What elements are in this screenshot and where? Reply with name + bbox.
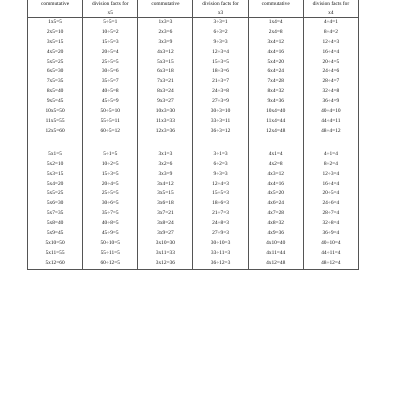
multiplication-fact: 3x9=27: [138, 229, 193, 239]
division-fact: 40÷8=5: [83, 219, 138, 229]
division-fact: 18÷6=3: [193, 199, 248, 209]
multiplication-fact: 3x3=9: [138, 38, 193, 48]
division-fact: 55÷11=5: [83, 249, 138, 259]
multiplication-fact: 1x5=5: [28, 17, 83, 27]
division-fact: 36÷4=9: [303, 97, 358, 107]
multiplication-fact: 3x2=6: [138, 160, 193, 170]
multiplication-fact: 11x3=33: [138, 117, 193, 127]
multiplication-fact: 4x4=16: [248, 48, 303, 58]
table-row: [28, 17, 359, 27]
facts-table-body: [28, 0, 359, 269]
multiplication-fact: 6x4=24: [248, 67, 303, 77]
division-fact: 3÷3=1: [193, 17, 248, 27]
division-fact: 6÷2=3: [193, 160, 248, 170]
division-fact: 20÷4=5: [83, 180, 138, 190]
table-row: [28, 48, 359, 58]
multiplication-fact: 12x5=60: [28, 127, 83, 137]
division-fact: 30÷5=6: [83, 67, 138, 77]
multiplication-fact: 5x8=40: [28, 219, 83, 229]
spacer-cell: [248, 137, 303, 150]
division-fact: 33÷11=3: [193, 249, 248, 259]
division-fact: 36÷9=4: [303, 229, 358, 239]
division-fact: 48÷4=12: [303, 127, 358, 137]
multiplication-fact: 9x5=45: [28, 97, 83, 107]
column-header: [28, 10, 83, 18]
division-fact: 30÷6=5: [83, 199, 138, 209]
table-row: [28, 38, 359, 48]
table-row: [28, 209, 359, 219]
table-row: [28, 67, 359, 77]
spacer-cell: [138, 137, 193, 150]
division-fact: 28÷4=7: [303, 77, 358, 87]
division-fact: 35÷7=5: [83, 209, 138, 219]
division-fact: 4÷4=1: [303, 17, 358, 27]
division-fact: 32÷8=4: [303, 219, 358, 229]
division-fact: 15÷3=5: [83, 170, 138, 180]
division-fact: 15÷5=3: [83, 38, 138, 48]
column-header: division facts for: [83, 0, 138, 10]
table-row: [28, 259, 359, 269]
multiplication-fact: 4x3=12: [248, 170, 303, 180]
division-fact: 12÷4=3: [303, 38, 358, 48]
table-row: [28, 219, 359, 229]
multiplication-fact: 5x12=60: [28, 259, 83, 269]
multiplication-fact: 3x4=12: [138, 180, 193, 190]
multiplication-fact: 3x11=33: [138, 249, 193, 259]
multiplication-fact: 2x4=8: [248, 28, 303, 38]
division-fact: 48÷12=4: [303, 259, 358, 269]
multiplication-fact: 11x5=55: [28, 117, 83, 127]
table-header-row: [28, 10, 359, 18]
division-fact: 20÷5=4: [303, 189, 358, 199]
multiplication-fact: 5x6=30: [28, 199, 83, 209]
multiplication-fact: 5x4=20: [28, 180, 83, 190]
division-fact: 27÷3=9: [193, 97, 248, 107]
table-row: [28, 160, 359, 170]
multiplication-fact: 11x4=44: [248, 117, 303, 127]
column-header: division facts for: [193, 0, 248, 10]
multiplication-fact: 8x4=32: [248, 87, 303, 97]
division-fact: 15÷3=5: [193, 58, 248, 68]
multiplication-fact: 4x3=12: [138, 48, 193, 58]
multiplication-fact: 3x7=21: [138, 209, 193, 219]
column-header: commutative: [248, 0, 303, 10]
table-row: [28, 77, 359, 87]
division-fact: 15÷5=3: [193, 189, 248, 199]
division-fact: 25÷5=5: [83, 189, 138, 199]
multiplication-fact: 4x12=48: [248, 259, 303, 269]
division-fact: 9÷3=3: [193, 170, 248, 180]
multiplication-fact: 4x6=24: [248, 199, 303, 209]
division-fact: 44÷4=11: [303, 117, 358, 127]
multiplication-fact: 3x4=12: [248, 38, 303, 48]
division-fact: 27÷9=3: [193, 229, 248, 239]
multiplication-fact: 6x5=30: [28, 67, 83, 77]
division-fact: 44÷11=4: [303, 249, 358, 259]
division-fact: 21÷3=7: [193, 77, 248, 87]
multiplication-fact: 7x3=21: [138, 77, 193, 87]
multiplication-fact: 5x2=10: [28, 160, 83, 170]
multiplication-fact: 3x5=15: [138, 189, 193, 199]
division-fact: 10÷2=5: [83, 160, 138, 170]
multiplication-fact: 7x4=28: [248, 77, 303, 87]
division-fact: 12÷4=3: [193, 180, 248, 190]
multiplication-fact: 5x4=20: [248, 58, 303, 68]
table-row: [28, 249, 359, 259]
multiplication-fact: 5x1=5: [28, 150, 83, 160]
division-fact: 30÷10=3: [193, 239, 248, 249]
division-fact: 16÷4=4: [303, 48, 358, 58]
division-fact: 24÷8=3: [193, 219, 248, 229]
multiplication-fact: 10x3=30: [138, 107, 193, 117]
division-fact: 3÷1=3: [193, 150, 248, 160]
table-row: [28, 180, 359, 190]
multiplication-fact: 7x5=35: [28, 77, 83, 87]
multiplication-fact: 12x4=48: [248, 127, 303, 137]
table-row: [28, 117, 359, 127]
division-fact: 28÷7=4: [303, 209, 358, 219]
table-row: [28, 127, 359, 137]
table-row: [28, 170, 359, 180]
division-fact: 16÷4=4: [303, 180, 358, 190]
division-fact: 20÷4=5: [303, 58, 358, 68]
multiplication-fact: 2x5=10: [28, 28, 83, 38]
multiplication-fact: 5x3=15: [28, 170, 83, 180]
column-header: x3: [193, 10, 248, 18]
multiplication-fact: 9x3=27: [138, 97, 193, 107]
multiplication-fact: 5x10=50: [28, 239, 83, 249]
division-fact: 35÷5=7: [83, 77, 138, 87]
division-fact: 33÷3=11: [193, 117, 248, 127]
multiplication-fact: 12x3=36: [138, 127, 193, 137]
division-fact: 40÷4=10: [303, 107, 358, 117]
multiplication-fact: 3x3=9: [138, 170, 193, 180]
division-fact: 36÷3=12: [193, 127, 248, 137]
division-fact: 40÷10=4: [303, 239, 358, 249]
table-row: [28, 97, 359, 107]
multiplication-fact: 4x11=44: [248, 249, 303, 259]
division-fact: 5÷5=1: [83, 17, 138, 27]
division-fact: 24÷6=4: [303, 199, 358, 209]
division-fact: 40÷5=8: [83, 87, 138, 97]
division-fact: 21÷7=3: [193, 209, 248, 219]
spacer-cell: [193, 137, 248, 150]
division-fact: 9÷3=3: [193, 38, 248, 48]
multiplication-fact: 4x7=28: [248, 209, 303, 219]
multiplication-fact: 10x4=40: [248, 107, 303, 117]
multiplication-fact: 8x5=40: [28, 87, 83, 97]
division-fact: 45÷9=5: [83, 229, 138, 239]
table-row: [28, 199, 359, 209]
division-fact: 25÷5=5: [83, 58, 138, 68]
multiplication-fact: 5x3=15: [138, 58, 193, 68]
division-fact: 4÷1=4: [303, 150, 358, 160]
division-fact: 8÷4=2: [303, 28, 358, 38]
multiplication-fact: 5x9=45: [28, 229, 83, 239]
multiplication-fact: 5x5=25: [28, 189, 83, 199]
column-header: [138, 10, 193, 18]
multiplication-fact: 4x5=20: [248, 189, 303, 199]
multiplication-fact: 4x1=4: [248, 150, 303, 160]
multiplication-fact: 1x4=4: [248, 17, 303, 27]
multiplication-fact: 4x8=32: [248, 219, 303, 229]
table-row: [28, 58, 359, 68]
table-row: [28, 107, 359, 117]
division-fact: 8÷2=4: [303, 160, 358, 170]
division-fact: 55÷5=11: [83, 117, 138, 127]
multiplication-fact: 6x3=18: [138, 67, 193, 77]
section-spacer: [28, 137, 359, 150]
column-header: division facts for: [303, 0, 358, 10]
spacer-cell: [28, 137, 83, 150]
division-fact: 45÷5=9: [83, 97, 138, 107]
multiplication-fact: 3x12=36: [138, 259, 193, 269]
division-fact: 18÷3=6: [193, 67, 248, 77]
division-fact: 10÷5=2: [83, 28, 138, 38]
division-fact: 12÷3=4: [193, 48, 248, 58]
multiplication-fact: 10x5=50: [28, 107, 83, 117]
division-fact: 24÷3=8: [193, 87, 248, 97]
multiplication-fact: 4x4=16: [248, 180, 303, 190]
division-fact: 20÷5=4: [83, 48, 138, 58]
table-row: [28, 28, 359, 38]
multiplication-fact: 3x5=15: [28, 38, 83, 48]
multiplication-fact: 3x10=30: [138, 239, 193, 249]
multiplication-fact: 4x10=40: [248, 239, 303, 249]
division-fact: 60÷12=5: [83, 259, 138, 269]
column-header: x4: [303, 10, 358, 18]
multiplication-fact: 5x5=25: [28, 58, 83, 68]
table-row: [28, 87, 359, 97]
multiplication-fact: 9x4=36: [248, 97, 303, 107]
division-fact: 36÷12=3: [193, 259, 248, 269]
table-row: [28, 239, 359, 249]
division-fact: 32÷4=8: [303, 87, 358, 97]
multiplication-fact: 8x3=24: [138, 87, 193, 97]
division-fact: 5÷1=5: [83, 150, 138, 160]
multiplication-fact: 4x5=20: [28, 48, 83, 58]
table-row: [28, 229, 359, 239]
table-row: [28, 189, 359, 199]
multiplication-fact: 3x1=3: [138, 150, 193, 160]
division-fact: 6÷3=2: [193, 28, 248, 38]
facts-table: [27, 0, 359, 270]
column-header: commutative: [28, 0, 83, 10]
column-header: [248, 10, 303, 18]
division-fact: 60÷5=12: [83, 127, 138, 137]
division-fact: 50÷5=10: [83, 107, 138, 117]
multiplication-fact: 2x3=6: [138, 28, 193, 38]
spacer-cell: [83, 137, 138, 150]
multiplication-fact: 1x3=3: [138, 17, 193, 27]
spacer-cell: [303, 137, 358, 150]
multiplication-fact: 4x2=8: [248, 160, 303, 170]
table-header-row: [28, 0, 359, 10]
table-row: [28, 150, 359, 160]
division-fact: 24÷4=6: [303, 67, 358, 77]
multiplication-fact: 3x6=18: [138, 199, 193, 209]
column-header: commutative: [138, 0, 193, 10]
division-fact: 50÷10=5: [83, 239, 138, 249]
column-header: x5: [83, 10, 138, 18]
multiplication-fact: 3x8=24: [138, 219, 193, 229]
multiplication-fact: 5x11=55: [28, 249, 83, 259]
multiplication-fact: 4x9=36: [248, 229, 303, 239]
division-fact: 12÷3=4: [303, 170, 358, 180]
multiplication-fact: 5x7=35: [28, 209, 83, 219]
division-fact: 30÷3=10: [193, 107, 248, 117]
